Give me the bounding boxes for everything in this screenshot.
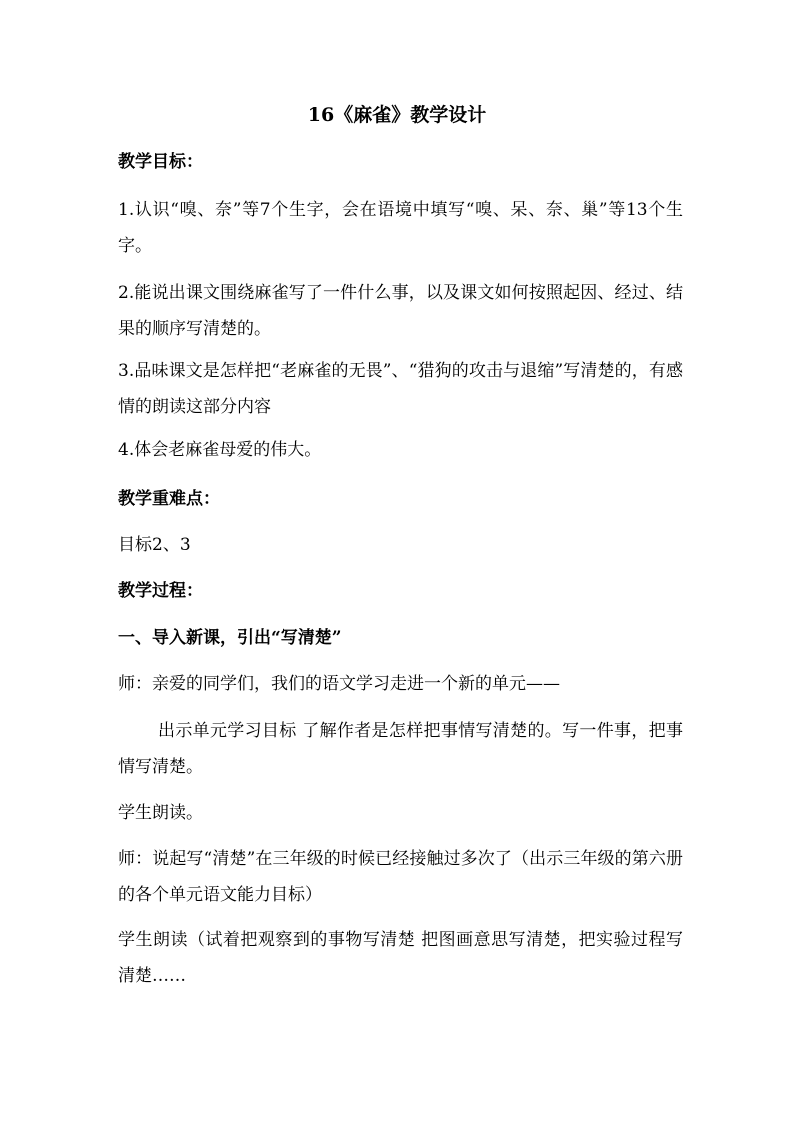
goal-item-2: 2.能说出课文围绕麻雀写了一件什么事，以及课文如何按照起因、经过、结果的顺序写清楚的。 [118,283,683,339]
student-read-2: 学生朗读（试着把观察到的事物写清楚 把图画意思写清楚，把实验过程写清楚…… [118,930,683,986]
student-read-1: 学生朗读。 [118,803,203,823]
document-title: 16《麻雀》教学设计 [307,104,487,126]
teaching-process-heading: 教学过程： [118,581,203,601]
teacher-line-1: 师：亲爱的同学们，我们的语文学习走进一个新的单元—— [118,674,560,694]
goal-item-1: 1.认识“嗅、奈”等7个生字，会在语境中填写“嗅、呆、奈、巢”等13个生字。 [118,200,683,256]
key-points-heading: 教学重难点： [118,489,220,509]
teacher-line-2: 师：说起写“清楚”在三年级的时候已经接触过多次了（出示三年级的第六册的各个单元语文能力目标） [118,849,683,905]
section-1-heading: 一、导入新课，引出“写清楚” [118,628,342,648]
goal-item-4: 4.体会老麻雀母爱的伟大。 [118,440,322,460]
teaching-goals-heading: 教学目标： [118,152,203,172]
key-points-text: 目标2、3 [118,535,191,555]
unit-goal-text: 出示单元学习目标 了解作者是怎样把事情写清楚的。写一件事，把事情写清楚。 [118,721,683,777]
goal-item-3: 3.品味课文是怎样把“老麻雀的无畏”、“猎狗的攻击与退缩”写清楚的，有感情的朗读这部分内容 [118,361,683,417]
